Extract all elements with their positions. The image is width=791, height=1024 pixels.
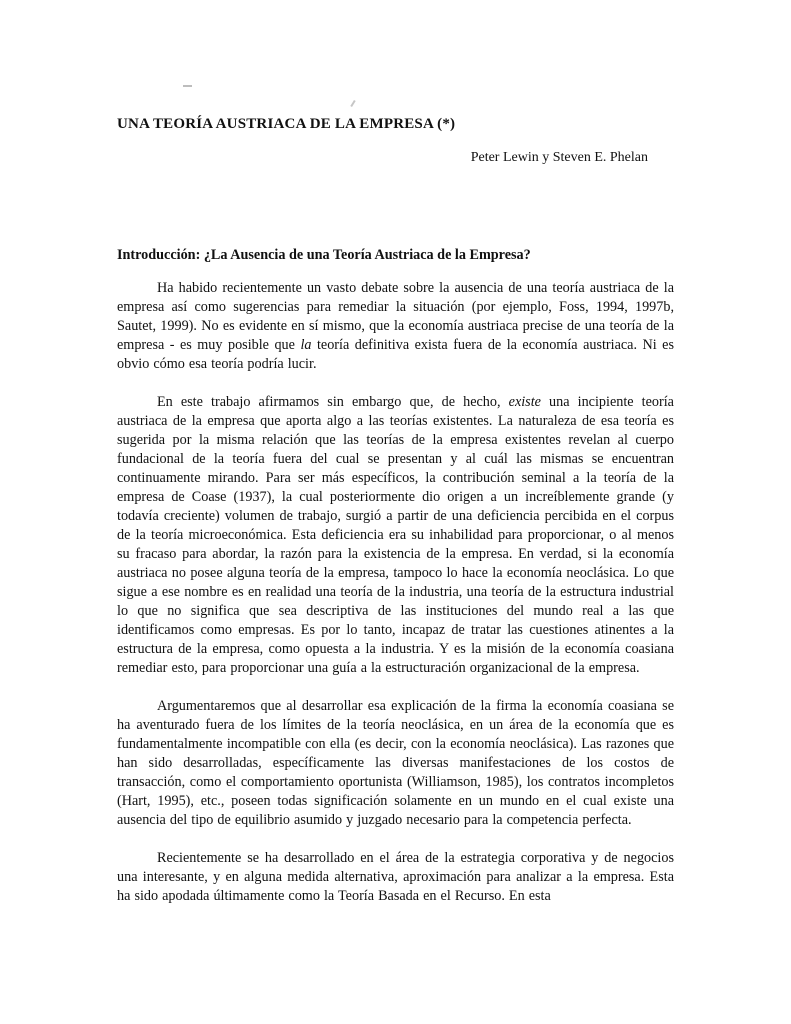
text-run: Recientemente se ha desarrollado en el área de la estrategia corporativa y de negocios una interesante, y en alguna medida alternativa, aproximación para analizar a la empresa. Esta ha sido apodada últimamente como la Teoría Basada en el Recurso. En esta (117, 850, 674, 904)
section-heading: Introducción: ¿La Ausencia de una Teoría Austriaca de la Empresa? (117, 247, 531, 263)
body-paragraph (117, 849, 674, 906)
scan-artifact (183, 85, 192, 87)
article-body (117, 279, 674, 906)
body-paragraph (117, 393, 674, 678)
italic-text-run: existe (508, 394, 541, 410)
text-run: En este trabajo afirmamos sin embargo que, de hecho, (157, 394, 509, 410)
text-run: Argumentaremos que al desarrollar esa explicación de la firma la economía coasiana se ha aventurado fuera de los límites de la teoría neoclásica, en un área de la economía que es fundamentalmente incompatible con ella (es decir, con la economía neoclásica). Las razones que han sido desarrolladas, específicamente las diversas manifestaciones de los costos de transacción, como el comportamiento oportunista (Williamson, 1985), los contratos incompletos (Hart, 1995), etc., poseen todas significación solamente en un mundo en el cual existe una ausencia del tipo de equilibrio asumido y juzgado necesario para la competencia perfecta. (117, 698, 674, 828)
paper-title: UNA TEORÍA AUSTRIACA DE LA EMPRESA (*) (117, 116, 456, 132)
text-run: una incipiente teoría austriaca de la empresa que aporta algo a las teorías existentes. La naturaleza de esa teoría es sugerida por la misma relación que las teorías de la empresa existentes revelan al cuerpo fundacional de la teoría fuera del cual se presentan y al cuál las mismas se encuentran continuamente mirando. Para ser más específicos, la contribución seminal a la teoría de la empresa de Coase (1937), la cual posteriormente dio origen a un increíblemente grande (y todavía creciente) volumen de trabajo, surgió a partir de una deficiencia percibida en el corpus de la teoría microeconómica. Esta deficiencia era su inhabilidad para proporcionar, o al menos su fracaso para abordar, la razón para la existencia de la empresa. En verdad, si la economía austriaca no posee alguna teoría de la empresa, tampoco lo hace la economía neoclásica. Lo que sigue a ese nombre es en realidad una teoría de la industria, una teoría de la estructura industrial lo que no significa que sea descriptiva de las instituciones del mundo real a las que identificamos como empresas. Es por lo tanto, incapaz de tratar las cuestiones atinentes a la estructura de la empresa, como opuesta a la industria. Y es la misión de la economía coasiana remediar esto, para proporcionar una guía a la estructuración organizacional de la empresa. (117, 394, 674, 676)
author-byline: Peter Lewin y Steven E. Phelan (470, 150, 648, 165)
scan-artifact (350, 100, 355, 107)
text-run: Ha habido recientemente un vasto debate sobre la ausencia de una teoría austriaca de la empresa así como sugerencias para remediar la situación (por ejemplo, Foss, 1994, 1997b, Sautet, 1999). No es evidente en sí mismo, que la economía austriaca precise de una teoría de la empresa - es muy posible que (117, 280, 674, 353)
text-run: teoría definitiva exista fuera de la economía austriaca. Ni es obvio cómo esa teoría podría lucir. (117, 337, 675, 372)
body-paragraph (117, 697, 674, 830)
italic-text-run: la (300, 337, 312, 353)
body-paragraph (117, 279, 674, 374)
